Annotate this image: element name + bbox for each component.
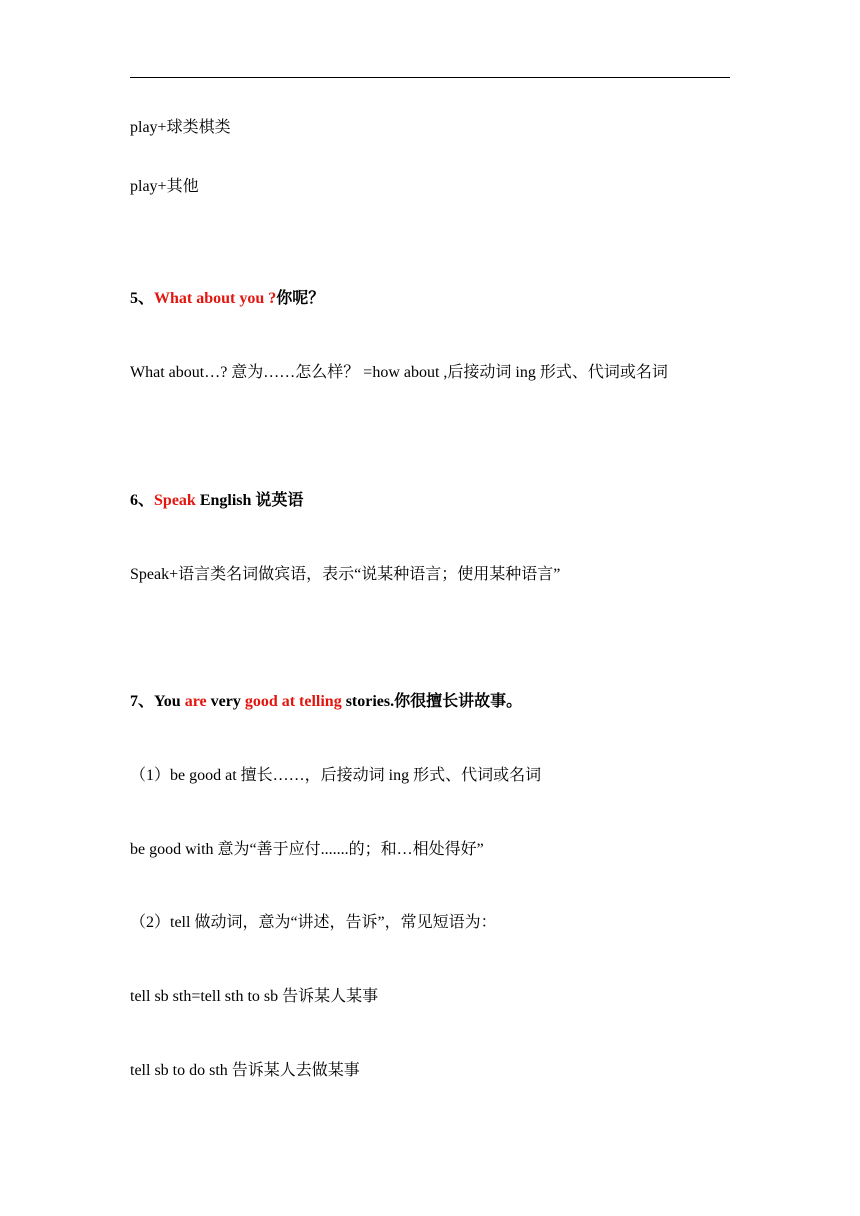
section-6-explanation (130, 565, 560, 585)
highlighted-word: are (184, 693, 207, 710)
section-7-good-with (130, 840, 484, 860)
explanation-text: tell sb sth=tell sth to sb 告诉某人某事 (130, 988, 379, 1005)
section-7-tell-sb-to-do (130, 1061, 360, 1081)
heading-part: stories.你很擅长讲故事。 (341, 693, 523, 710)
highlighted-word: Speak (154, 492, 196, 509)
section-7-tell-sb-sth (130, 987, 378, 1007)
highlighted-phrase: good at telling (244, 693, 342, 710)
explanation-text: be good with 意为“善于应付.......的；和…相处得好” (130, 841, 484, 858)
header-rule (130, 77, 730, 78)
explanation-text: tell sb to do sth 告诉某人去做某事 (130, 1062, 360, 1079)
translation: 你呢？ (276, 290, 325, 307)
note-text: play+其他 (130, 178, 199, 195)
section-5-explanation (130, 363, 668, 383)
explanation-text: （1）be good at 擅长……，后接动词 ing 形式、代词或名词 (130, 767, 542, 784)
section-6-heading (130, 491, 303, 511)
note-play-ball-games (130, 118, 231, 138)
explanation-text: （2）tell 做动词，意为“讲述，告诉”，常见短语为： (130, 914, 497, 931)
section-7-heading (130, 692, 522, 712)
section-5-heading (130, 289, 324, 309)
section-number: 5、 (130, 290, 155, 307)
section-number: 6、 (130, 492, 155, 509)
explanation-text: Speak+语言类名词做宾语，表示“说某种语言；使用某种语言” (130, 566, 561, 583)
heading-rest: English 说英语 (195, 492, 304, 509)
heading-part: very (206, 693, 245, 710)
explanation-text: What about…? 意为……怎么样？ =how about ,后接动词 ing 形式、代词或名词 (130, 364, 668, 381)
section-7-point-2 (130, 913, 497, 933)
note-text: play+球类棋类 (130, 119, 231, 136)
section-7-point-1 (130, 766, 541, 786)
highlighted-phrase: What about you ? (154, 290, 277, 307)
heading-part: 7、You (130, 693, 185, 710)
note-play-other (130, 177, 199, 197)
